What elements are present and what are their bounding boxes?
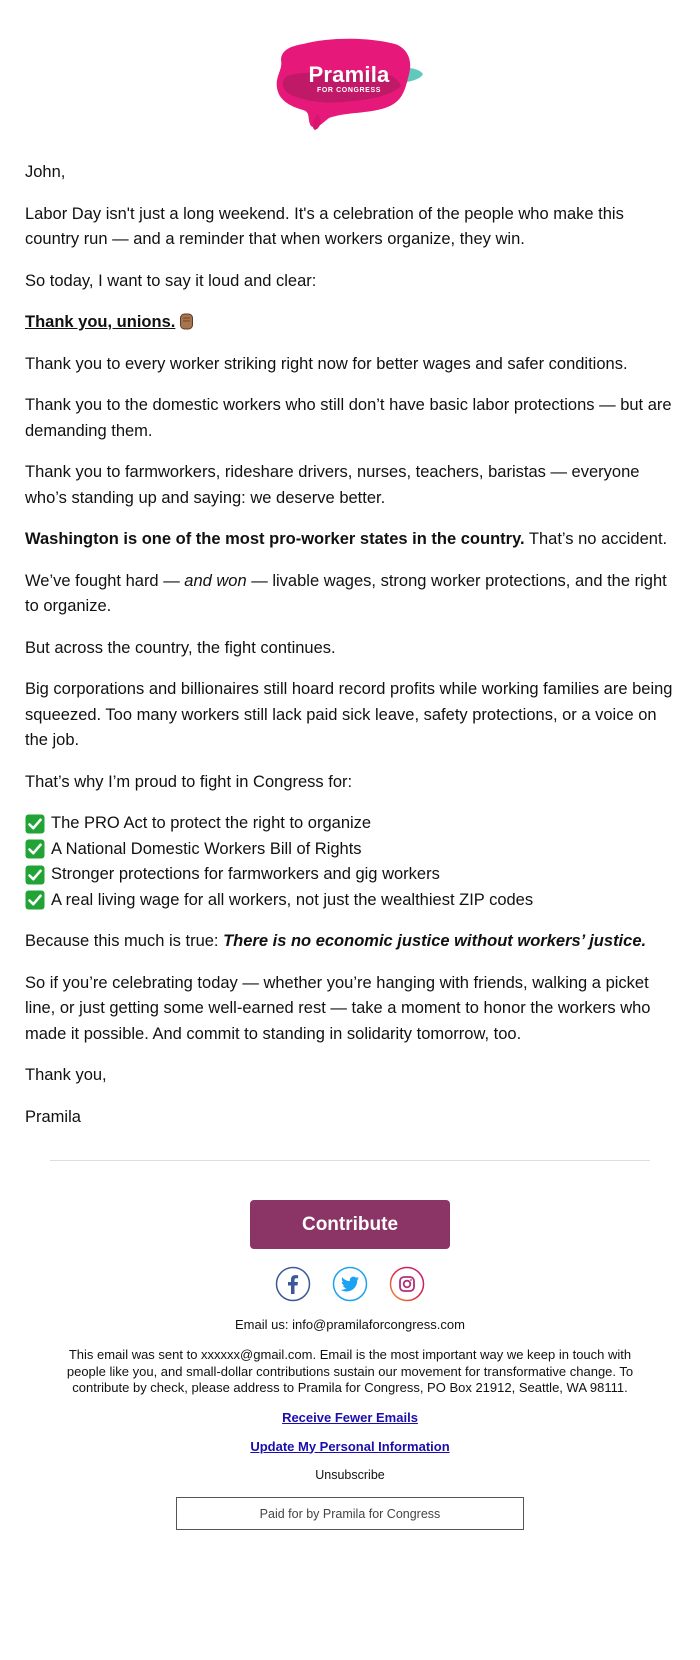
unsubscribe-link[interactable]: Unsubscribe bbox=[315, 1467, 385, 1482]
paragraph-strikers: Thank you to every worker striking right now for better wages and safer conditions. bbox=[25, 354, 628, 373]
paragraph-intro: Labor Day isn't just a long weekend. It's a celebration of the people who make this country run — and a reminder that when workers organize, they win. bbox=[25, 204, 624, 248]
contribute-button[interactable]: Contribute bbox=[250, 1200, 450, 1249]
update-personal-info-link[interactable]: Update My Personal Information bbox=[250, 1438, 450, 1454]
checklist-item bbox=[25, 888, 675, 914]
fought-hard-a: We’ve fought hard — bbox=[25, 571, 185, 590]
instagram-icon[interactable] bbox=[389, 1266, 425, 1302]
checklist-text: Stronger protections for farmworkers and gig workers bbox=[51, 865, 440, 883]
email-body bbox=[0, 160, 700, 1130]
paragraph-fought-hard bbox=[25, 569, 675, 620]
thank-unions-text: Thank you, unions. bbox=[25, 313, 176, 331]
paragraph-washington bbox=[25, 527, 675, 553]
paragraph-domestic-workers: Thank you to the domestic workers who still don’t have basic labor protections — but are demanding them. bbox=[25, 396, 672, 440]
paragraph-farmworkers: Thank you to farmworkers, rideshare drivers, nurses, teachers, baristas — everyone who’s standing up and saying: we deserve better. bbox=[25, 463, 640, 507]
check-mark-icon bbox=[25, 865, 45, 885]
economic-justice-lead: Because this much is true: bbox=[25, 932, 224, 950]
checklist-text: A real living wage for all workers, not just the wealthiest ZIP codes bbox=[51, 890, 534, 909]
signature: Pramila bbox=[25, 1107, 81, 1126]
check-mark-icon bbox=[25, 890, 45, 910]
logo-subtitle: FOR CONGRESS bbox=[317, 87, 381, 94]
paragraph-fight-continues: But across the country, the fight continues. bbox=[25, 638, 336, 657]
check-mark-icon bbox=[25, 814, 45, 834]
facebook-icon[interactable] bbox=[275, 1266, 311, 1302]
paragraph-proud-to-fight: That’s why I’m proud to fight in Congress for: bbox=[25, 772, 353, 791]
checklist-text: The PRO Act to protect the right to organize bbox=[51, 814, 372, 832]
washington-bold: Washington is one of the most pro-worker states in the country. bbox=[25, 530, 525, 548]
footer-disclaimer: This email was sent to xxxxxx@gmail.com. Email is the most important way we keep in touch with people like you, and small-dollar contributions sustain our movement for transformative change. To contribute by check, please address to Pramila for Congress, PO Box 21912, Seattle, WA 98111. bbox=[66, 1347, 634, 1395]
logo-text bbox=[273, 63, 425, 95]
receive-fewer-emails-link[interactable]: Receive Fewer Emails bbox=[282, 1409, 418, 1425]
contact-email: Email us: info@pramilaforcongress.com bbox=[235, 1317, 465, 1332]
header bbox=[0, 0, 700, 142]
paragraph-corporations: Big corporations and billionaires still hoard record profits while working families are being squeezed. Too many workers still lack paid sick leave, safety protections, or a voice on the job. bbox=[25, 680, 673, 749]
checklist-text: A National Domestic Workers Bill of Rights bbox=[51, 839, 362, 858]
fought-hard-italic: and won bbox=[184, 571, 247, 590]
pramila-logo[interactable] bbox=[273, 30, 425, 134]
logo-name: Pramila bbox=[308, 62, 390, 87]
paid-for-disclaimer: Paid for by Pramila for Congress bbox=[176, 1497, 524, 1530]
paragraph-economic-justice bbox=[25, 929, 675, 955]
checklist-item bbox=[25, 811, 675, 837]
twitter-icon[interactable] bbox=[332, 1266, 368, 1302]
policy-checklist bbox=[25, 811, 675, 913]
footer bbox=[0, 1161, 700, 1530]
economic-justice-bold-italic: There is no economic justice without workers’ justice. bbox=[223, 932, 647, 950]
checklist-item bbox=[25, 837, 675, 863]
thank-unions-line bbox=[25, 310, 675, 336]
signoff: Thank you, bbox=[25, 1066, 107, 1084]
checklist-item bbox=[25, 862, 675, 888]
paragraph-celebrating: So if you’re celebrating today — whether you’re hanging with friends, walking a picket line, or just getting some well-earned rest — take a moment to honor the workers who made it possible. And commit to standing in solidarity tomorrow, too. bbox=[25, 973, 651, 1043]
check-mark-icon bbox=[25, 839, 45, 859]
washington-rest: That’s no accident. bbox=[524, 530, 668, 548]
greeting: John, bbox=[25, 163, 66, 181]
social-links bbox=[0, 1266, 700, 1302]
raised-fist-icon bbox=[179, 313, 194, 330]
fought-hard-b: — livable wages, strong worker protections, and the right to organize. bbox=[25, 571, 667, 615]
paragraph-say-it: So today, I want to say it loud and clear: bbox=[25, 271, 317, 290]
